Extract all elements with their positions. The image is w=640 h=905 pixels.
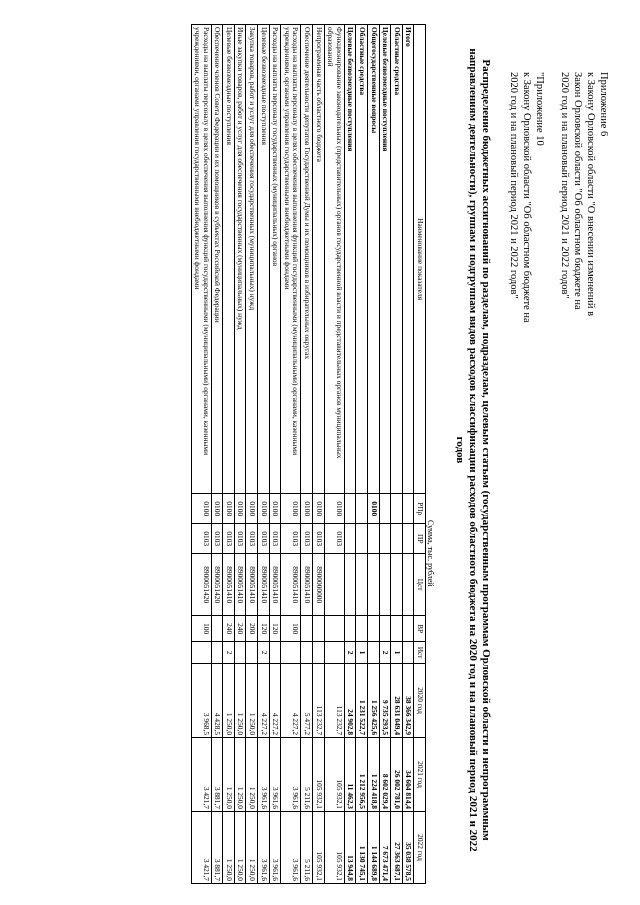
- cell-vr: 200: [246, 616, 258, 642]
- law-reference-line: 2020 год и на плановый период 2021 и 2022 годов": [508, 72, 519, 299]
- cell-vr: 100: [191, 616, 211, 642]
- table-body: [191, 25, 414, 884]
- cell-y2021: 3 961,6: [258, 738, 270, 812]
- cell-pr: 0103: [313, 524, 325, 554]
- cell-y2022: 7 673 471,4: [379, 811, 391, 883]
- table-row: [281, 25, 301, 884]
- law-reference-line: Закон Орловской области "Об областном бюджете на: [572, 72, 583, 310]
- cell-ist: [301, 642, 313, 664]
- cell-y2020: 1 256 425,6: [368, 664, 380, 738]
- cell-cst: [368, 554, 380, 616]
- cell-y2020: 4 428,5: [211, 664, 223, 738]
- cell-y2021: 1 224 418,8: [368, 738, 380, 812]
- column-header-2022: 2022 год: [414, 811, 426, 883]
- table-row: [258, 25, 270, 884]
- cell-vr: [391, 616, 403, 642]
- column-header-pr: ПР: [414, 524, 426, 554]
- cell-ist: [191, 642, 211, 664]
- units-label: Сумма, тыс. рублей: [426, 520, 435, 587]
- cell-vr: [379, 616, 391, 642]
- column-header-vr: ВР: [414, 616, 426, 642]
- cell-name: Областные средства: [391, 25, 403, 494]
- cell-y2020: 113 232,7: [324, 664, 344, 738]
- cell-y2022: 1 250,0: [234, 811, 246, 883]
- cell-y2022: 1 250,0: [223, 811, 235, 883]
- column-header-ist: Ист: [414, 642, 426, 664]
- cell-ist: [211, 642, 223, 664]
- cell-y2022: 3 961,6: [281, 811, 301, 883]
- cell-y2022: 105 932,1: [324, 811, 344, 883]
- table-row: [211, 25, 223, 884]
- cell-y2021: 34 604 814,4: [402, 738, 414, 812]
- cell-cst: 8900051420: [191, 554, 211, 616]
- document-title: Распределение бюджетных ассигнований по разделам, подразделам, целевым статьям (государственным программам Орловской области и непрограммным направлениям деятельности), группам и подгруппам видов расходов классификации расходов областного бюджета на 2020 год и на плановый период 2021 и 2022 годов: [454, 48, 492, 852]
- cell-ist: 2: [379, 642, 391, 664]
- cell-vr: [324, 616, 344, 642]
- table-row: [191, 25, 211, 884]
- cell-vr: [344, 616, 356, 642]
- cell-y2021: 1 250,0: [246, 738, 258, 812]
- table-row: [344, 25, 356, 884]
- column-header-name: Наименование показателя: [414, 25, 426, 494]
- column-header-2021: 2021 год: [414, 738, 426, 812]
- cell-y2021: 11 462,3: [344, 738, 356, 812]
- cell-cst: 8900051420: [211, 554, 223, 616]
- cell-y2022: 35 038 578,5: [402, 811, 414, 883]
- table-header-row: [414, 25, 426, 884]
- cell-vr: [356, 616, 368, 642]
- cell-name: Обеспечение членов Совета Федерации и их помощников в субъектах Российской Федерации: [211, 25, 223, 494]
- cell-y2021: 1 250,0: [234, 738, 246, 812]
- cell-ist: [246, 642, 258, 664]
- cell-y2022: 3 961,6: [258, 811, 270, 883]
- cell-ist: [324, 642, 344, 664]
- cell-pr: [391, 524, 403, 554]
- appendix-header: [507, 72, 610, 402]
- column-header-2020: 2020 год: [414, 664, 426, 738]
- table-row: [246, 25, 258, 884]
- cell-pr: 0103: [211, 524, 223, 554]
- cell-rpr: 0100: [368, 494, 380, 524]
- cell-rpr: 0100: [269, 494, 281, 524]
- cell-cst: 8900000000: [313, 554, 325, 616]
- table-row: [223, 25, 235, 884]
- cell-ist: [234, 642, 246, 664]
- column-header-cst: Цст: [414, 554, 426, 616]
- column-header-rpr: РПр: [414, 494, 426, 524]
- cell-name: Иные закупки товаров, работ и услуг для обеспечения государственных (муниципальных) нужд: [234, 25, 246, 494]
- table-row: [379, 25, 391, 884]
- cell-pr: 0103: [223, 524, 235, 554]
- cell-rpr: [356, 494, 368, 524]
- cell-name: Расходы на выплаты персоналу в целях обеспечения выполнения функций государственными (муниципальными) органами, казенными учреждениями, органами управления государственными внебюджетными фондами: [281, 25, 301, 494]
- cell-pr: 0103: [281, 524, 301, 554]
- cell-y2020: 4 227,2: [281, 664, 301, 738]
- cell-ist: 2: [258, 642, 270, 664]
- cell-ist: [269, 642, 281, 664]
- cell-ist: [281, 642, 301, 664]
- cell-vr: 240: [223, 616, 235, 642]
- cell-y2021: 105 932,1: [313, 738, 325, 812]
- cell-rpr: 0100: [191, 494, 211, 524]
- cell-y2020: 28 631 049,4: [391, 664, 403, 738]
- cell-y2021: 5 211,6: [301, 738, 313, 812]
- cell-name: Расходы на выплаты персоналу государственных (муниципальных) органов: [269, 25, 281, 494]
- cell-ist: 1: [356, 642, 368, 664]
- cell-rpr: 0100: [281, 494, 301, 524]
- cell-vr: 120: [269, 616, 281, 642]
- cell-vr: [402, 616, 414, 642]
- cell-rpr: 0100: [223, 494, 235, 524]
- cell-y2022: 3 881,7: [211, 811, 223, 883]
- cell-y2021: 1 212 956,5: [356, 738, 368, 812]
- cell-ist: 2: [223, 642, 235, 664]
- cell-pr: 0103: [191, 524, 211, 554]
- cell-vr: 240: [234, 616, 246, 642]
- cell-cst: [402, 554, 414, 616]
- cell-cst: [391, 554, 403, 616]
- cell-name: Итого: [402, 25, 414, 494]
- cell-ist: [368, 642, 380, 664]
- cell-cst: 8900051410: [234, 554, 246, 616]
- cell-vr: [301, 616, 313, 642]
- cell-name: Областные средства: [356, 25, 368, 494]
- table-row: [269, 25, 281, 884]
- cell-y2020: 4 227,2: [269, 664, 281, 738]
- cell-name: Целевые безвозмездные поступления: [344, 25, 356, 494]
- cell-rpr: 0100: [301, 494, 313, 524]
- cell-y2020: 3 968,5: [191, 664, 211, 738]
- cell-rpr: 0100: [258, 494, 270, 524]
- cell-y2021: 3 961,6: [269, 738, 281, 812]
- cell-rpr: [402, 494, 414, 524]
- cell-vr: 100: [281, 616, 301, 642]
- cell-rpr: 0100: [324, 494, 344, 524]
- cell-cst: [324, 554, 344, 616]
- cell-cst: 8900051410: [269, 554, 281, 616]
- cell-ist: 1: [391, 642, 403, 664]
- cell-pr: 0103: [301, 524, 313, 554]
- cell-pr: [344, 524, 356, 554]
- cell-y2021: 8 602 029,4: [379, 738, 391, 812]
- cell-cst: 8900051410: [223, 554, 235, 616]
- cell-cst: 8900051410: [246, 554, 258, 616]
- cell-y2021: 105 932,1: [324, 738, 344, 812]
- cell-rpr: 0100: [211, 494, 223, 524]
- cell-name: Расходы на выплаты персоналу в целях обеспечения выполнения функций государственными (муниципальными) органами, казенными учреждениями, органами управления государственными внебюджетными фондами: [191, 25, 211, 494]
- cell-y2021: 26 002 781,0: [391, 738, 403, 812]
- cell-y2022: 1 144 689,8: [368, 811, 380, 883]
- table-row: [391, 25, 403, 884]
- law-reference-line: к Закону Орловской области "О внесении изменений в: [585, 72, 596, 317]
- cell-name: Целевые безвозмездные поступления: [223, 25, 235, 494]
- cell-cst: [379, 554, 391, 616]
- table-row: [356, 25, 368, 884]
- cell-rpr: 0100: [246, 494, 258, 524]
- cell-cst: 8900051410: [301, 554, 313, 616]
- cell-y2021: 1 250,0: [223, 738, 235, 812]
- cell-ist: [402, 642, 414, 664]
- cell-name: Закупка товаров, работ и услуг для обеспечения государственных (муниципальных) нужд: [246, 25, 258, 494]
- cell-ist: [313, 642, 325, 664]
- cell-y2020: 9 735 293,5: [379, 664, 391, 738]
- cell-vr: [368, 616, 380, 642]
- cell-name: Целевые безвозмездные поступления: [258, 25, 270, 494]
- cell-y2021: 3 881,7: [211, 738, 223, 812]
- cell-pr: 0103: [269, 524, 281, 554]
- table-row: [313, 25, 325, 884]
- budget-table: [191, 24, 426, 884]
- cell-rpr: 0100: [313, 494, 325, 524]
- cell-rpr: 0100: [234, 494, 246, 524]
- cell-pr: [368, 524, 380, 554]
- table-row: [368, 25, 380, 884]
- cell-y2022: 1 250,0: [246, 811, 258, 883]
- cell-pr: 0103: [324, 524, 344, 554]
- cell-name: Целевые безвозмездные поступления: [379, 25, 391, 494]
- cell-ist: 2: [344, 642, 356, 664]
- cell-y2022: 1 130 745,1: [356, 811, 368, 883]
- cell-y2022: 5 211,6: [301, 811, 313, 883]
- law-reference-line: к Закону Орловской области "Об областном бюджете на: [521, 72, 532, 323]
- law-reference-line: 2020 год и на плановый период 2021 и 2022 годов": [559, 72, 570, 299]
- cell-pr: [356, 524, 368, 554]
- cell-y2022: 3 961,6: [269, 811, 281, 883]
- cell-cst: [344, 554, 356, 616]
- appendix-number: Приложение 6: [598, 72, 609, 137]
- cell-cst: 8900051410: [258, 554, 270, 616]
- cell-y2021: 3 961,6: [281, 738, 301, 812]
- cell-pr: [402, 524, 414, 554]
- table-row: [402, 25, 414, 884]
- cell-y2020: 24 902,8: [344, 664, 356, 738]
- cell-vr: [313, 616, 325, 642]
- cell-y2021: 3 421,7: [191, 738, 211, 812]
- cell-cst: 8900051410: [281, 554, 301, 616]
- cell-y2020: 5 477,2: [301, 664, 313, 738]
- cell-name: Общегосударственные вопросы: [368, 25, 380, 494]
- table-row: [234, 25, 246, 884]
- cell-name: Функционирование законодательных (представительных) органов государственной власти и представительных органов муниципальных образований: [324, 25, 344, 494]
- cell-y2020: 4 227,2: [258, 664, 270, 738]
- cell-y2022: 27 363 687,1: [391, 811, 403, 883]
- cell-rpr: [391, 494, 403, 524]
- cell-y2022: 13 944,8: [344, 811, 356, 883]
- cell-y2022: 3 421,7: [191, 811, 211, 883]
- cell-vr: [211, 616, 223, 642]
- cell-pr: 0103: [258, 524, 270, 554]
- cell-pr: 0103: [246, 524, 258, 554]
- cell-y2020: 1 231 522,7: [356, 664, 368, 738]
- cell-y2020: 1 250,0: [234, 664, 246, 738]
- cell-y2020: 1 250,0: [223, 664, 235, 738]
- cell-pr: 0103: [234, 524, 246, 554]
- cell-y2020: 1 250,0: [246, 664, 258, 738]
- cell-cst: [356, 554, 368, 616]
- cell-y2022: 105 932,1: [313, 811, 325, 883]
- cell-vr: 120: [258, 616, 270, 642]
- appendix-number-original: "Приложение 10: [534, 72, 545, 146]
- cell-rpr: [379, 494, 391, 524]
- cell-name: Обеспечение деятельности депутатов Государственной Думы и их помощников в избирательных округах: [301, 25, 313, 494]
- table-row: [301, 25, 313, 884]
- cell-rpr: [344, 494, 356, 524]
- cell-y2020: 38 366 342,9: [402, 664, 414, 738]
- cell-name: Непрограммная часть областного бюджета: [313, 25, 325, 494]
- cell-pr: [379, 524, 391, 554]
- table-row: [324, 25, 344, 884]
- cell-y2020: 113 232,7: [313, 664, 325, 738]
